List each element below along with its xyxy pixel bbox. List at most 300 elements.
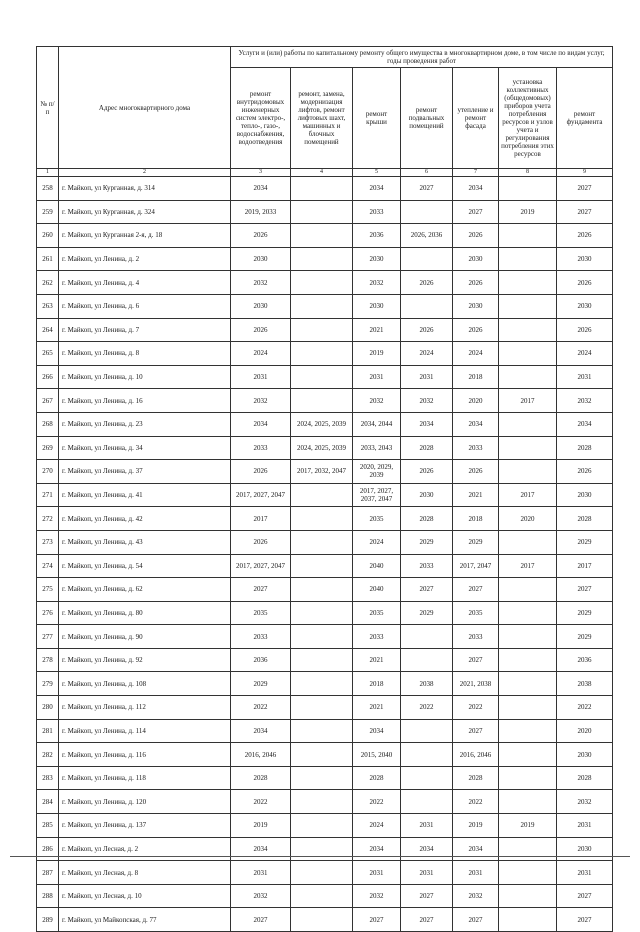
- cell-foundation: 2029: [557, 530, 613, 554]
- cell-meters: [499, 224, 557, 248]
- cell-basement: 2024: [401, 342, 453, 366]
- cell-basement: 2030: [401, 483, 453, 507]
- cell-elevators: [291, 177, 353, 201]
- row-number: 281: [37, 719, 59, 743]
- cell-basement: 2029: [401, 530, 453, 554]
- table-row: [37, 814, 613, 838]
- cell-foundation: 2029: [557, 601, 613, 625]
- cell-basement: [401, 648, 453, 672]
- cell-foundation: 2028: [557, 436, 613, 460]
- table-row: [37, 200, 613, 224]
- row-address: г. Майкоп, ул Ленина, д. 41: [59, 483, 231, 507]
- cell-foundation: 2026: [557, 460, 613, 484]
- row-number: 269: [37, 436, 59, 460]
- column-number: 2: [59, 169, 231, 177]
- cell-meters: [499, 743, 557, 767]
- cell-basement: 2032: [401, 389, 453, 413]
- cell-facade: 2033: [453, 625, 499, 649]
- row-number: 277: [37, 625, 59, 649]
- row-address: г. Майкоп, ул Ленина, д. 90: [59, 625, 231, 649]
- row-address: г. Майкоп, ул Курганная, д. 324: [59, 200, 231, 224]
- cell-basement: 2033: [401, 554, 453, 578]
- column-number: 4: [291, 169, 353, 177]
- cell-foundation: 2032: [557, 790, 613, 814]
- cell-engineering-systems: 2019: [231, 814, 291, 838]
- table-row: [37, 294, 613, 318]
- row-number: 267: [37, 389, 59, 413]
- cell-facade: 2033: [453, 436, 499, 460]
- cell-engineering-systems: 2026: [231, 530, 291, 554]
- cell-meters: [499, 271, 557, 295]
- cell-basement: 2027: [401, 578, 453, 602]
- cell-roof: 2031: [353, 365, 401, 389]
- row-number: 275: [37, 578, 59, 602]
- cell-roof: 2036: [353, 224, 401, 248]
- cell-engineering-systems: 2017, 2027, 2047: [231, 483, 291, 507]
- row-address: г. Майкоп, ул Ленина, д. 54: [59, 554, 231, 578]
- cell-basement: 2022: [401, 696, 453, 720]
- cell-facade: 2029: [453, 530, 499, 554]
- cell-elevators: [291, 601, 353, 625]
- table-row: [37, 318, 613, 342]
- cell-facade: 2035: [453, 601, 499, 625]
- row-number: 271: [37, 483, 59, 507]
- cell-meters: [499, 294, 557, 318]
- table-row: [37, 271, 613, 295]
- cell-engineering-systems: 2035: [231, 601, 291, 625]
- table-row: [37, 743, 613, 767]
- row-address: г. Майкоп, ул Ленина, д. 62: [59, 578, 231, 602]
- table-row: [37, 365, 613, 389]
- table-row: [37, 790, 613, 814]
- cell-elevators: [291, 365, 353, 389]
- row-address: г. Майкоп, ул Ленина, д. 114: [59, 719, 231, 743]
- row-number: 258: [37, 177, 59, 201]
- cell-foundation: 2024: [557, 342, 613, 366]
- table-row: [37, 530, 613, 554]
- table-body: [37, 177, 613, 932]
- cell-facade: 2027: [453, 719, 499, 743]
- cell-meters: [499, 530, 557, 554]
- row-number: 289: [37, 908, 59, 932]
- cell-foundation: 2030: [557, 837, 613, 861]
- cell-engineering-systems: 2027: [231, 578, 291, 602]
- header-basement: ремонт подвальных помещений: [401, 68, 453, 169]
- cell-meters: [499, 861, 557, 885]
- cell-engineering-systems: 2033: [231, 436, 291, 460]
- cell-basement: 2026: [401, 271, 453, 295]
- row-number: 283: [37, 766, 59, 790]
- cell-roof: 2034: [353, 177, 401, 201]
- row-address: г. Майкоп, ул Ленина, д. 112: [59, 696, 231, 720]
- cell-meters: 2017: [499, 389, 557, 413]
- cell-foundation: 2030: [557, 483, 613, 507]
- cell-engineering-systems: 2034: [231, 719, 291, 743]
- table-row: [37, 389, 613, 413]
- row-address: г. Майкоп, ул Ленина, д. 80: [59, 601, 231, 625]
- table-row: [37, 884, 613, 908]
- cell-meters: [499, 766, 557, 790]
- row-number: 265: [37, 342, 59, 366]
- row-address: г. Майкоп, ул Ленина, д. 137: [59, 814, 231, 838]
- column-number: 7: [453, 169, 499, 177]
- table-row: [37, 672, 613, 696]
- cell-roof: 2034: [353, 719, 401, 743]
- cell-foundation: 2028: [557, 507, 613, 531]
- cell-meters: [499, 578, 557, 602]
- cell-engineering-systems: 2034: [231, 177, 291, 201]
- cell-engineering-systems: 2030: [231, 294, 291, 318]
- row-number: 286: [37, 837, 59, 861]
- cell-basement: [401, 625, 453, 649]
- cell-basement: 2026: [401, 318, 453, 342]
- cell-basement: 2034: [401, 837, 453, 861]
- row-number: 279: [37, 672, 59, 696]
- column-number: 1: [37, 169, 59, 177]
- row-number: 288: [37, 884, 59, 908]
- cell-facade: 2027: [453, 648, 499, 672]
- header-meters: установка коллективных (общедомовых) приборов учета потребления ресурсов и узлов учета и регулирования потребления этих ресурсов: [499, 68, 557, 169]
- cell-meters: 2019: [499, 814, 557, 838]
- cell-foundation: 2020: [557, 719, 613, 743]
- cell-basement: 2028: [401, 436, 453, 460]
- cell-facade: 2018: [453, 507, 499, 531]
- cell-roof: 2032: [353, 389, 401, 413]
- cell-elevators: 2024, 2025, 2039: [291, 436, 353, 460]
- row-address: г. Майкоп, ул Курганная 2-я, д. 18: [59, 224, 231, 248]
- row-number: 270: [37, 460, 59, 484]
- cell-meters: [499, 648, 557, 672]
- cell-facade: 2019: [453, 814, 499, 838]
- table-row: [37, 625, 613, 649]
- table-row: [37, 766, 613, 790]
- cell-roof: 2028: [353, 766, 401, 790]
- cell-meters: [499, 601, 557, 625]
- row-number: 285: [37, 814, 59, 838]
- cell-engineering-systems: 2026: [231, 318, 291, 342]
- row-number: 272: [37, 507, 59, 531]
- cell-elevators: [291, 247, 353, 271]
- cell-engineering-systems: 2026: [231, 460, 291, 484]
- row-address: г. Майкоп, ул Ленина, д. 6: [59, 294, 231, 318]
- cell-foundation: 2031: [557, 365, 613, 389]
- cell-foundation: 2030: [557, 743, 613, 767]
- cell-elevators: [291, 884, 353, 908]
- row-address: г. Майкоп, ул Лесная, д. 2: [59, 837, 231, 861]
- cell-roof: 2030: [353, 247, 401, 271]
- column-numbers-row: [37, 169, 613, 177]
- cell-basement: [401, 743, 453, 767]
- row-address: г. Майкоп, ул Ленина, д. 118: [59, 766, 231, 790]
- cell-roof: 2018: [353, 672, 401, 696]
- row-number: 274: [37, 554, 59, 578]
- cell-facade: 2022: [453, 696, 499, 720]
- header-engineering-systems: ремонт внутридомовых инженерных систем электро-, тепло-, газо-, водоснабжения, водоотведения: [231, 68, 291, 169]
- cell-foundation: 2032: [557, 389, 613, 413]
- header-foundation: ремонт фундамента: [557, 68, 613, 169]
- cell-elevators: [291, 696, 353, 720]
- row-number: 276: [37, 601, 59, 625]
- cell-elevators: [291, 389, 353, 413]
- cell-elevators: [291, 578, 353, 602]
- row-number: 282: [37, 743, 59, 767]
- row-number: 266: [37, 365, 59, 389]
- cell-foundation: 2027: [557, 908, 613, 932]
- cell-facade: 2027: [453, 578, 499, 602]
- table-row: [37, 224, 613, 248]
- table-row: [37, 483, 613, 507]
- cell-foundation: 2017: [557, 554, 613, 578]
- cell-engineering-systems: 2031: [231, 861, 291, 885]
- cell-foundation: 2026: [557, 271, 613, 295]
- cell-basement: 2028: [401, 507, 453, 531]
- cell-roof: 2035: [353, 507, 401, 531]
- cell-roof: 2040: [353, 554, 401, 578]
- row-address: г. Майкоп, ул Ленина, д. 2: [59, 247, 231, 271]
- cell-basement: [401, 766, 453, 790]
- cell-elevators: [291, 672, 353, 696]
- cell-foundation: 2026: [557, 318, 613, 342]
- cell-basement: 2026: [401, 460, 453, 484]
- cell-engineering-systems: 2026: [231, 224, 291, 248]
- row-address: г. Майкоп, ул Лесная, д. 10: [59, 884, 231, 908]
- cell-engineering-systems: 2024: [231, 342, 291, 366]
- row-number: 261: [37, 247, 59, 271]
- row-number: 259: [37, 200, 59, 224]
- cell-elevators: [291, 224, 353, 248]
- cell-engineering-systems: 2016, 2046: [231, 743, 291, 767]
- cell-meters: [499, 837, 557, 861]
- cell-facade: 2027: [453, 908, 499, 932]
- cell-roof: 2015, 2040: [353, 743, 401, 767]
- cell-engineering-systems: 2032: [231, 884, 291, 908]
- cell-engineering-systems: 2032: [231, 271, 291, 295]
- cell-facade: 2026: [453, 271, 499, 295]
- cell-foundation: 2038: [557, 672, 613, 696]
- cell-engineering-systems: 2017, 2027, 2047: [231, 554, 291, 578]
- row-address: г. Майкоп, ул Ленина, д. 120: [59, 790, 231, 814]
- cell-elevators: 2024, 2025, 2039: [291, 412, 353, 436]
- cell-roof: 2033, 2043: [353, 436, 401, 460]
- cell-elevators: [291, 766, 353, 790]
- table-row: [37, 177, 613, 201]
- cell-elevators: [291, 837, 353, 861]
- row-number: 280: [37, 696, 59, 720]
- header-roof: ремонт крыши: [353, 68, 401, 169]
- table-row: [37, 460, 613, 484]
- cell-facade: 2016, 2046: [453, 743, 499, 767]
- header-address: Адрес многоквартирного дома: [59, 47, 231, 169]
- row-number: 287: [37, 861, 59, 885]
- cell-roof: 2034: [353, 837, 401, 861]
- cell-roof: 2030: [353, 294, 401, 318]
- cell-engineering-systems: 2030: [231, 247, 291, 271]
- table-row: [37, 837, 613, 861]
- cell-elevators: [291, 648, 353, 672]
- column-number: 9: [557, 169, 613, 177]
- cell-facade: 2024: [453, 342, 499, 366]
- cell-facade: 2018: [453, 365, 499, 389]
- cell-elevators: [291, 200, 353, 224]
- cell-foundation: 2029: [557, 625, 613, 649]
- cell-facade: 2021, 2038: [453, 672, 499, 696]
- column-number: 3: [231, 169, 291, 177]
- cell-meters: [499, 696, 557, 720]
- cell-elevators: [291, 554, 353, 578]
- cell-roof: 2021: [353, 648, 401, 672]
- cell-foundation: 2030: [557, 247, 613, 271]
- row-address: г. Майкоп, ул Ленина, д. 37: [59, 460, 231, 484]
- cell-elevators: [291, 861, 353, 885]
- cell-engineering-systems: 2036: [231, 648, 291, 672]
- cell-elevators: [291, 814, 353, 838]
- cell-foundation: 2027: [557, 200, 613, 224]
- table-row: [37, 554, 613, 578]
- cell-foundation: 2027: [557, 884, 613, 908]
- cell-meters: [499, 318, 557, 342]
- cell-facade: 2026: [453, 460, 499, 484]
- cell-meters: [499, 908, 557, 932]
- cell-meters: [499, 719, 557, 743]
- row-address: г. Майкоп, ул Ленина, д. 10: [59, 365, 231, 389]
- cell-roof: 2019: [353, 342, 401, 366]
- cell-roof: 2032: [353, 271, 401, 295]
- table-row: [37, 436, 613, 460]
- cell-foundation: 2027: [557, 177, 613, 201]
- cell-facade: 2034: [453, 837, 499, 861]
- cell-basement: 2031: [401, 861, 453, 885]
- row-address: г. Майкоп, ул Ленина, д. 7: [59, 318, 231, 342]
- table-row: [37, 578, 613, 602]
- row-number: 273: [37, 530, 59, 554]
- cell-meters: 2019: [499, 200, 557, 224]
- table-row: [37, 861, 613, 885]
- table-row: [37, 601, 613, 625]
- table-row: [37, 908, 613, 932]
- cell-meters: [499, 790, 557, 814]
- cell-meters: [499, 672, 557, 696]
- cell-facade: 2022: [453, 790, 499, 814]
- row-address: г. Майкоп, ул Ленина, д. 4: [59, 271, 231, 295]
- row-address: г. Майкоп, ул Ленина, д. 8: [59, 342, 231, 366]
- cell-engineering-systems: 2022: [231, 696, 291, 720]
- column-number: 6: [401, 169, 453, 177]
- cell-roof: 2022: [353, 790, 401, 814]
- cell-elevators: [291, 790, 353, 814]
- cell-meters: 2020: [499, 507, 557, 531]
- row-address: г. Майкоп, ул Ленина, д. 23: [59, 412, 231, 436]
- cell-basement: 2027: [401, 908, 453, 932]
- row-address: г. Майкоп, ул Ленина, д. 34: [59, 436, 231, 460]
- cell-foundation: 2022: [557, 696, 613, 720]
- cell-elevators: [291, 625, 353, 649]
- cell-elevators: [291, 294, 353, 318]
- cell-facade: 2034: [453, 177, 499, 201]
- cell-meters: [499, 342, 557, 366]
- cell-meters: [499, 177, 557, 201]
- cell-engineering-systems: 2031: [231, 365, 291, 389]
- row-number: 284: [37, 790, 59, 814]
- cell-facade: 2034: [453, 412, 499, 436]
- cell-roof: 2035: [353, 601, 401, 625]
- cell-basement: 2026, 2036: [401, 224, 453, 248]
- capital-repair-schedule-table: [36, 46, 613, 932]
- cell-engineering-systems: 2027: [231, 908, 291, 932]
- cell-facade: 2021: [453, 483, 499, 507]
- cell-basement: [401, 200, 453, 224]
- row-number: 278: [37, 648, 59, 672]
- table-row: [37, 719, 613, 743]
- row-address: г. Майкоп, ул Ленина, д. 16: [59, 389, 231, 413]
- header-works-group: Услуги и (или) работы по капитальному ремонту общего имущества в многоквартирном доме, в том числе по видам услуг, годы проведения работ: [231, 47, 613, 68]
- cell-meters: [499, 460, 557, 484]
- cell-roof: 2032: [353, 884, 401, 908]
- cell-roof: 2024: [353, 530, 401, 554]
- row-number: 263: [37, 294, 59, 318]
- cell-elevators: 2017, 2032, 2047: [291, 460, 353, 484]
- cell-basement: 2027: [401, 177, 453, 201]
- cell-facade: 2030: [453, 294, 499, 318]
- row-address: г. Майкоп, ул Ленина, д. 116: [59, 743, 231, 767]
- cell-elevators: [291, 719, 353, 743]
- cell-roof: 2017, 2027, 2037, 2047: [353, 483, 401, 507]
- cell-basement: [401, 719, 453, 743]
- cell-meters: [499, 436, 557, 460]
- cell-foundation: 2031: [557, 814, 613, 838]
- cell-foundation: 2030: [557, 294, 613, 318]
- cell-basement: 2038: [401, 672, 453, 696]
- row-number: 260: [37, 224, 59, 248]
- cell-meters: [499, 365, 557, 389]
- cell-engineering-systems: 2022: [231, 790, 291, 814]
- cell-roof: 2031: [353, 861, 401, 885]
- header-facade: утепление и ремонт фасада: [453, 68, 499, 169]
- cell-facade: 2031: [453, 861, 499, 885]
- cell-elevators: [291, 483, 353, 507]
- cell-elevators: [291, 908, 353, 932]
- cell-basement: 2031: [401, 814, 453, 838]
- cell-engineering-systems: 2034: [231, 837, 291, 861]
- cell-elevators: [291, 342, 353, 366]
- cell-engineering-systems: 2017: [231, 507, 291, 531]
- cell-basement: 2034: [401, 412, 453, 436]
- cell-facade: 2026: [453, 224, 499, 248]
- cell-engineering-systems: 2019, 2033: [231, 200, 291, 224]
- cell-meters: [499, 625, 557, 649]
- cell-foundation: 2028: [557, 766, 613, 790]
- cell-roof: 2024: [353, 814, 401, 838]
- cell-roof: 2027: [353, 908, 401, 932]
- column-number: 5: [353, 169, 401, 177]
- cell-roof: 2033: [353, 200, 401, 224]
- cell-foundation: 2026: [557, 224, 613, 248]
- cell-engineering-systems: 2034: [231, 412, 291, 436]
- cell-roof: 2020, 2029, 2039: [353, 460, 401, 484]
- row-address: г. Майкоп, ул Ленина, д. 43: [59, 530, 231, 554]
- cell-elevators: [291, 743, 353, 767]
- cell-basement: 2029: [401, 601, 453, 625]
- cell-engineering-systems: 2033: [231, 625, 291, 649]
- cell-foundation: 2036: [557, 648, 613, 672]
- row-address: г. Майкоп, ул Майкопская, д. 77: [59, 908, 231, 932]
- header-number: № п/п: [37, 47, 59, 169]
- row-address: г. Майкоп, ул Ленина, д. 92: [59, 648, 231, 672]
- cell-roof: 2040: [353, 578, 401, 602]
- cell-facade: 2020: [453, 389, 499, 413]
- table-row: [37, 648, 613, 672]
- cell-meters: [499, 412, 557, 436]
- cell-engineering-systems: 2029: [231, 672, 291, 696]
